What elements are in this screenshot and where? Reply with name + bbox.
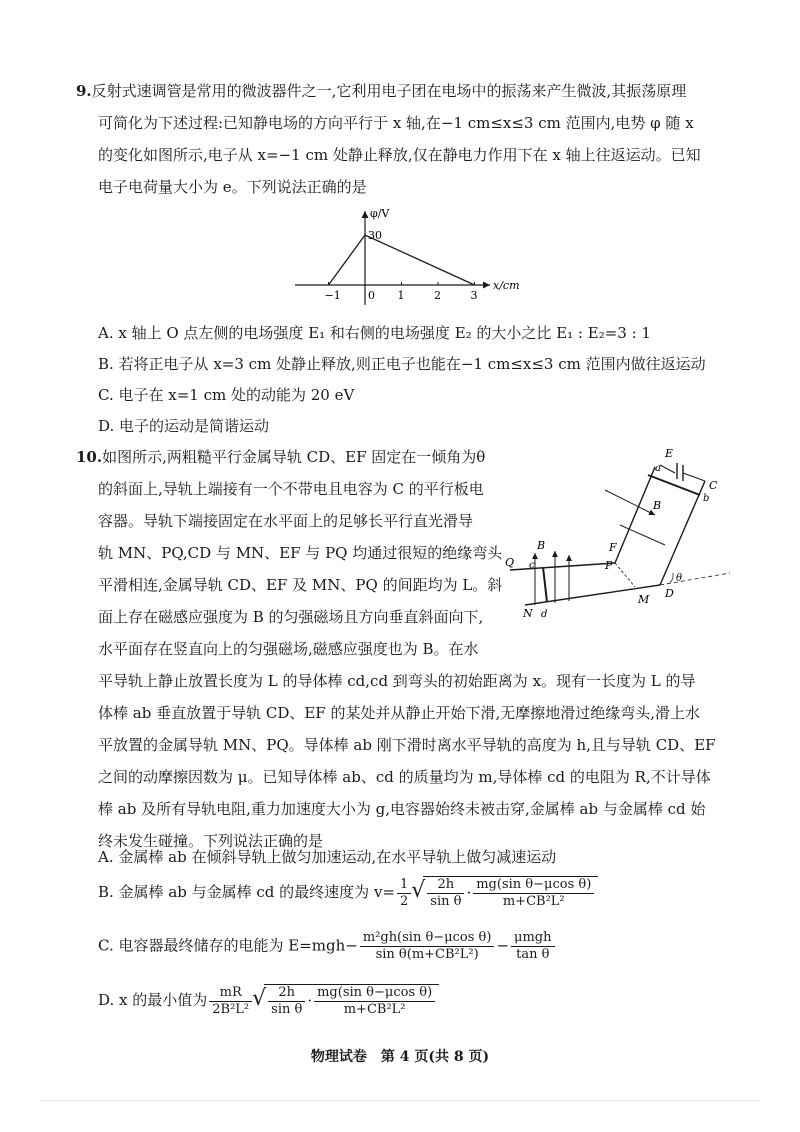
label-D: D	[665, 587, 674, 600]
x-tick-label: 3	[470, 289, 478, 302]
label-B2: B	[537, 539, 546, 552]
y-axis-label: φ/V	[370, 207, 390, 220]
label-Q: Q	[505, 556, 515, 569]
q10-line-13: 终未发生碰撞。下列说法正确的是	[98, 832, 324, 850]
y-tick-label: 30	[368, 229, 382, 242]
page-footer: 物理试卷 第 4 页(共 8 页)	[310, 1049, 490, 1065]
rails-figure	[505, 445, 735, 625]
x-tick-label: −1	[324, 289, 341, 302]
q9-line-3: 的变化如图所示,电子从 x=−1 cm 处静止释放,仅在静电力作用下在 x 轴上往返运动。已知	[98, 146, 701, 164]
potential-graph	[290, 205, 530, 310]
q10-option-c: C. 电容器最终储存的电能为 E=mgh− $\frac{\text{m²gh(sin θ−μcos θ)}}{\text{sin θ(m+CB²L²)}}$ − $\frac{\text{μmgh}}{\text{tan θ}}$	[98, 930, 557, 963]
q10-line-8: 平导轨上静止放置长度为 L 的导体棒 cd,cd 到弯头的初始距离为 x。现有一长度为 L 的导	[98, 672, 696, 690]
x-tick-label: 2	[434, 289, 441, 302]
q9-line-4: 电子电荷量大小为 e。下列说法正确的是	[98, 178, 367, 196]
q9-line-2: 可简化为下述过程:已知静电场的方向平行于 x 轴,在−1 cm≤x≤3 cm 范围内,电势 φ 随 x	[98, 114, 694, 132]
rod-cd	[543, 567, 547, 602]
label-B1: B	[653, 499, 662, 512]
q9-option-c: C. 电子在 x=1 cm 处的动能为 20 eV	[98, 386, 355, 404]
q10-line-3: 容器。导轨下端接固定在水平面上的足够长平行直光滑导	[98, 512, 474, 530]
label-C: C	[709, 479, 718, 492]
q10-line-9: 体棒 ab 垂直放置于导轨 CD、EF 的某处并从静止开始下滑,无摩擦地滑过绝缘弯头,滑上水	[98, 704, 701, 722]
rod-ab	[648, 475, 700, 495]
q10-line-1: 10.如图所示,两粗糙平行金属导轨 CD、EF 固定在一倾角为θ	[76, 448, 486, 466]
label-P: P	[605, 559, 613, 572]
q10-number: 10.	[76, 448, 103, 466]
label-b: b	[703, 493, 710, 504]
label-theta: θ	[676, 573, 683, 584]
q10-line-10: 平放置的金属导轨 MN、PQ。导体棒 ab 刚下滑时离水平导轨的高度为 h,且与导轨 CD、EF	[98, 736, 716, 754]
q9-option-b: B. 若将正电子从 x=3 cm 处静止释放,则正电子也能在−1 cm≤x≤3 cm 范围内做往返运动	[98, 355, 706, 373]
q10-line-4: 轨 MN、PQ,CD 与 MN、EF 与 PQ 均通过很短的绝缘弯头	[98, 544, 503, 562]
label-d: d	[541, 609, 548, 620]
bottom-divider	[40, 1100, 760, 1101]
label-M: M	[638, 593, 650, 606]
q10-option-a: A. 金属棒 ab 在倾斜导轨上做匀加速运动,在水平导轨上做匀减速运动	[98, 848, 557, 866]
q10-line-12: 棒 ab 及所有导轨电阻,重力加速度大小为 g,电容器始终未被击穿,金属棒 ab 与金属棒 cd 始	[98, 800, 706, 818]
rail-EF	[615, 467, 655, 563]
q10-line-11: 之间的动摩擦因数为 μ。已知导体棒 ab、cd 的质量均为 m,导体棒 cd 的电阻为 R,不计导体	[98, 768, 711, 786]
label-N: N	[523, 607, 533, 620]
label-c: c	[529, 560, 535, 571]
q9-line-1: 9.反射式速调管是常用的微波器件之一,它利用电子团在电场中的振荡来产生微波,其振荡原理	[76, 82, 687, 100]
q10-line-5: 平滑相连,金属导轨 CD、EF 及 MN、PQ 的间距均为 L。斜	[98, 576, 503, 594]
q10-line-2: 的斜面上,导轨上端接有一个不带电且电容为 C 的平行板电	[98, 480, 484, 498]
x-tick-label: 0	[368, 289, 375, 302]
potential-line	[329, 235, 475, 285]
q9-option-a: A. x 轴上 O 点左侧的电场强度 E₁ 和右侧的电场强度 E₂ 的大小之比 E₁ : E₂=3 : 1	[98, 324, 651, 342]
q10-option-b: B. 金属棒 ab 与金属棒 cd 的最终速度为 v= $\frac{1}{2}$ √ $\frac{2h}{\text{sin θ}}$ · $\frac{\text{mg(sin θ−μcos θ)}}{\text{m+CB²L²}}$	[98, 876, 598, 910]
q10-line-7: 水平面存在竖直向上的匀强磁场,磁感应强度也为 B。在水	[98, 640, 479, 658]
label-E: E	[665, 447, 674, 460]
q9-option-d: D. 电子的运动是简谐运动	[98, 417, 270, 435]
q10-option-d: D. x 的最小值为 $\frac{mR}{\text{2B²L²}}$ √ $\frac{2h}{\text{sin θ}}$ · $\frac{\text{mg(sin θ−μcos θ)}}{\text{m+CB²L²}}$	[98, 984, 439, 1018]
q10-line-6: 面上存在磁感应强度为 B 的匀强磁场且方向垂直斜面向下,	[98, 608, 484, 626]
q9-number: 9.	[76, 82, 92, 100]
x-axis-label: x/cm	[493, 279, 520, 292]
label-a: a	[655, 463, 661, 474]
rail-CD	[660, 481, 705, 585]
x-tick-label: 1	[397, 289, 405, 302]
label-F: F	[609, 541, 617, 554]
rail-PQ	[510, 563, 615, 570]
